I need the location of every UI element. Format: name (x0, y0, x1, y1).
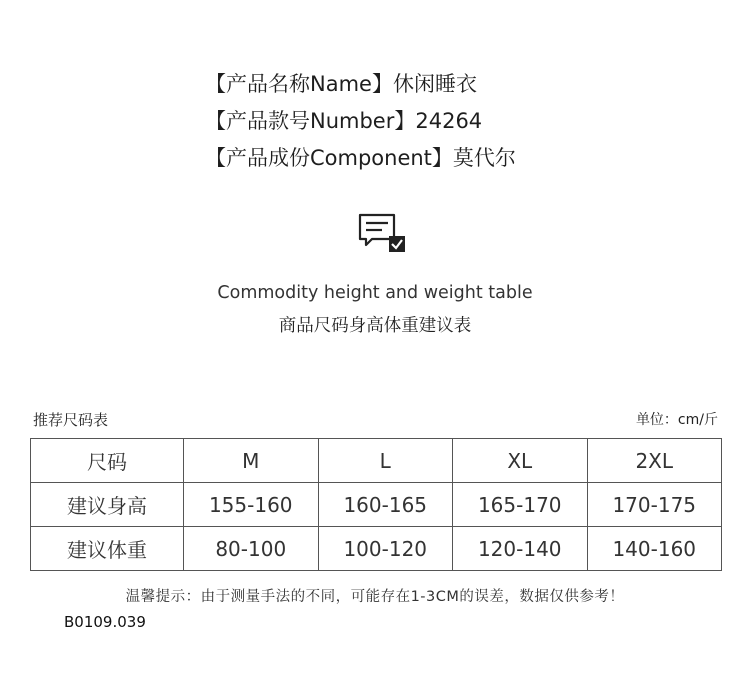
table-row (31, 483, 722, 527)
chat-check-icon (357, 212, 409, 258)
product-info (205, 66, 625, 177)
table-cell: 140-160 (587, 527, 722, 571)
table-cell: 100-120 (318, 527, 453, 571)
disclaimer-note: 温馨提示：由于测量手法的不同，可能存在1-3CM的误差，数据仅供参考！ (125, 589, 625, 605)
table-unit: 单位：cm/斤 (635, 412, 718, 428)
table-header-row (31, 439, 722, 483)
product-code: B0109.039 (60, 613, 150, 631)
header-cell: XL (453, 439, 588, 483)
table-cell: 165-170 (453, 483, 588, 527)
table-cell: 160-165 (318, 483, 453, 527)
table-cell: 155-160 (184, 483, 319, 527)
product-name: 【产品名称Name】休闲睡衣 (205, 72, 477, 96)
table-cell: 170-175 (587, 483, 722, 527)
row-label: 建议身高 (31, 483, 184, 527)
header-cell: 尺码 (31, 439, 184, 483)
table-title-zh: 商品尺码身高体重建议表 (278, 316, 472, 336)
table-cell: 120-140 (453, 527, 588, 571)
product-number: 【产品款号Number】24264 (205, 109, 483, 133)
table-row (31, 527, 722, 571)
product-component: 【产品成份Component】莫代尔 (205, 146, 516, 170)
size-table (30, 438, 722, 571)
header-cell: M (184, 439, 319, 483)
header-cell: L (318, 439, 453, 483)
header-cell: 2XL (587, 439, 722, 483)
row-label: 建议体重 (31, 527, 184, 571)
table-caption: 推荐尺码表 (33, 411, 109, 429)
table-cell: 80-100 (184, 527, 319, 571)
table-title-en: Commodity height and weight table (217, 283, 533, 303)
